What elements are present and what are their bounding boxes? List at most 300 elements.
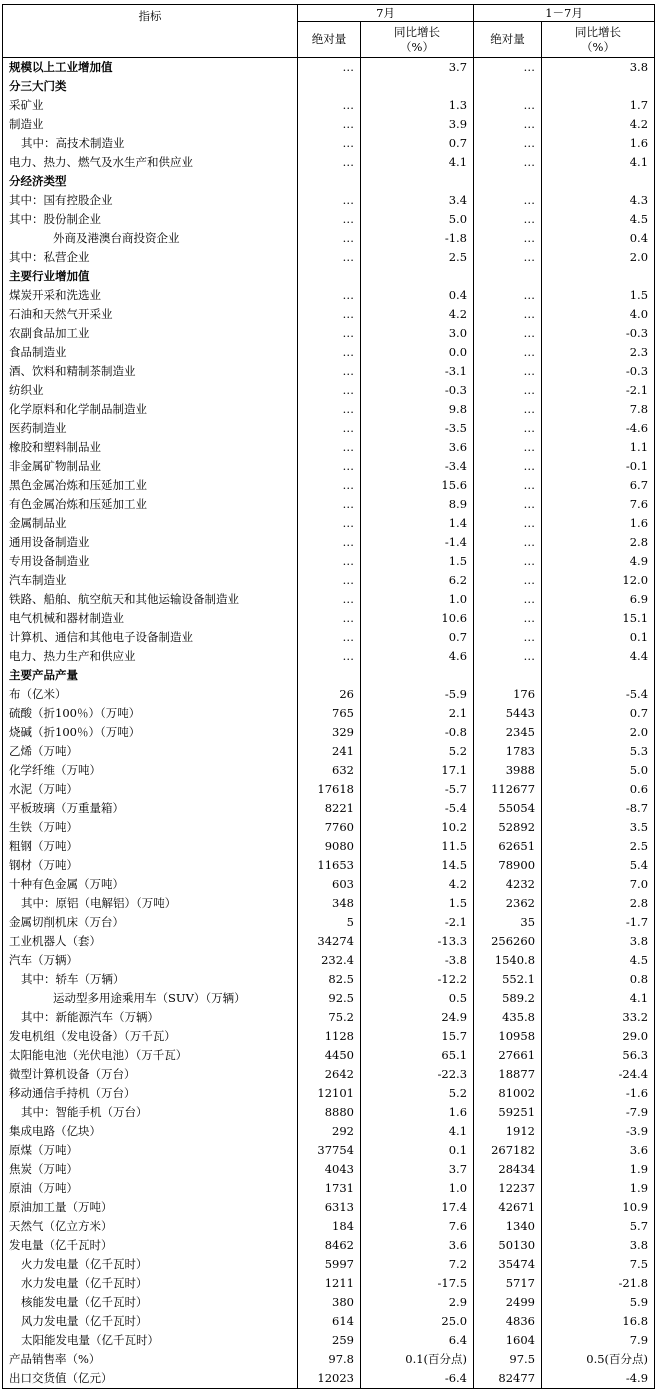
ytd-absolute: 552.1 — [474, 970, 542, 989]
month-growth: 3.6 — [361, 438, 474, 457]
month-growth: 1.0 — [361, 1179, 474, 1198]
month-absolute: … — [298, 286, 361, 305]
ytd-absolute: … — [474, 191, 542, 210]
row-label: 规模以上工业增加值 — [3, 58, 298, 78]
month-absolute: … — [298, 438, 361, 457]
ytd-absolute: … — [474, 419, 542, 438]
month-growth: 0.1 — [361, 1141, 474, 1160]
row-label: 移动通信手持机（万台） — [3, 1084, 298, 1103]
ytd-absolute: … — [474, 609, 542, 628]
ytd-growth — [542, 77, 655, 96]
row-label: 电力、热力生产和供应业 — [3, 647, 298, 666]
ytd-absolute: 3988 — [474, 761, 542, 780]
month-growth — [361, 77, 474, 96]
ytd-absolute: … — [474, 96, 542, 115]
table-row — [3, 894, 655, 913]
table-row — [3, 666, 655, 685]
row-label: 主要产品产量 — [3, 666, 298, 685]
row-label: 水泥（万吨） — [3, 780, 298, 799]
month-growth: -3.1 — [361, 362, 474, 381]
ytd-absolute: 112677 — [474, 780, 542, 799]
row-label: 原油（万吨） — [3, 1179, 298, 1198]
industrial-statistics-table — [2, 4, 655, 1389]
ytd-absolute: … — [474, 514, 542, 533]
month-growth: 10.6 — [361, 609, 474, 628]
ytd-absolute: 176 — [474, 685, 542, 704]
ytd-absolute: … — [474, 571, 542, 590]
ytd-growth: 5.7 — [542, 1217, 655, 1236]
row-label: 农副食品加工业 — [3, 324, 298, 343]
row-label: 其中：轿车（万辆） — [3, 970, 298, 989]
row-label: 橡胶和塑料制品业 — [3, 438, 298, 457]
row-label: 其中：高技术制造业 — [3, 134, 298, 153]
row-label: 有色金属冶炼和压延加工业 — [3, 495, 298, 514]
table-row — [3, 1027, 655, 1046]
month-growth: 3.7 — [361, 58, 474, 78]
ytd-absolute: … — [474, 590, 542, 609]
month-absolute: 97.8 — [298, 1350, 361, 1369]
month-growth: 4.2 — [361, 305, 474, 324]
month-growth: 3.4 — [361, 191, 474, 210]
table-row — [3, 856, 655, 875]
row-label: 制造业 — [3, 115, 298, 134]
month-absolute: … — [298, 134, 361, 153]
ytd-growth: 2.0 — [542, 723, 655, 742]
row-label: 电气机械和器材制造业 — [3, 609, 298, 628]
ytd-growth: 0.4 — [542, 229, 655, 248]
month-absolute — [298, 267, 361, 286]
ytd-absolute: … — [474, 134, 542, 153]
month-growth: -5.7 — [361, 780, 474, 799]
month-growth: 1.5 — [361, 552, 474, 571]
row-label: 化学原料和化学制品制造业 — [3, 400, 298, 419]
month-absolute: … — [298, 362, 361, 381]
row-label: 金属切削机床（万台） — [3, 913, 298, 932]
month-growth: -2.1 — [361, 913, 474, 932]
table-row — [3, 780, 655, 799]
ytd-absolute: 78900 — [474, 856, 542, 875]
ytd-growth: 5.9 — [542, 1293, 655, 1312]
month-growth: 1.0 — [361, 590, 474, 609]
table-body — [3, 58, 655, 1389]
ytd-absolute — [474, 172, 542, 191]
ytd-growth: 3.8 — [542, 932, 655, 951]
row-label: 金属制品业 — [3, 514, 298, 533]
row-label: 生铁（万吨） — [3, 818, 298, 837]
table-row — [3, 818, 655, 837]
month-growth: 17.1 — [361, 761, 474, 780]
ytd-absolute: 2345 — [474, 723, 542, 742]
ytd-growth: 3.8 — [542, 1236, 655, 1255]
month-absolute: 380 — [298, 1293, 361, 1312]
ytd-absolute: 52892 — [474, 818, 542, 837]
row-label: 非金属矿物制品业 — [3, 457, 298, 476]
month-absolute: 614 — [298, 1312, 361, 1331]
table-row — [3, 875, 655, 894]
table-row — [3, 96, 655, 115]
growth-label: 同比增长 — [394, 24, 440, 39]
month-growth: -3.5 — [361, 419, 474, 438]
month-growth: 17.4 — [361, 1198, 474, 1217]
ytd-absolute: 81002 — [474, 1084, 542, 1103]
ytd-absolute: 4232 — [474, 875, 542, 894]
ytd-absolute: 1340 — [474, 1217, 542, 1236]
row-label: 原煤（万吨） — [3, 1141, 298, 1160]
row-label: 天然气（亿立方米） — [3, 1217, 298, 1236]
ytd-growth: 1.9 — [542, 1179, 655, 1198]
month-absolute: … — [298, 609, 361, 628]
month-absolute: 4043 — [298, 1160, 361, 1179]
month-absolute: … — [298, 628, 361, 647]
table-row — [3, 286, 655, 305]
ytd-growth — [542, 267, 655, 286]
ytd-absolute: … — [474, 552, 542, 571]
ytd-growth: 2.0 — [542, 248, 655, 267]
table-row — [3, 1084, 655, 1103]
ytd-growth — [542, 172, 655, 191]
row-label: 出口交货值（亿元） — [3, 1369, 298, 1389]
ytd-absolute: 1912 — [474, 1122, 542, 1141]
row-label: 分经济类型 — [3, 172, 298, 191]
table-row — [3, 229, 655, 248]
month-absolute: … — [298, 58, 361, 78]
row-label: 平板玻璃（万重量箱） — [3, 799, 298, 818]
ytd-growth: 2.5 — [542, 837, 655, 856]
ytd-growth: -24.4 — [542, 1065, 655, 1084]
ytd-growth: -21.8 — [542, 1274, 655, 1293]
row-label: 乙烯（万吨） — [3, 742, 298, 761]
table-row — [3, 191, 655, 210]
month-growth: -12.2 — [361, 970, 474, 989]
row-label: 黑色金属冶炼和压延加工业 — [3, 476, 298, 495]
month-growth: 3.6 — [361, 1236, 474, 1255]
row-label: 电力、热力、燃气及水生产和供应业 — [3, 153, 298, 172]
month-absolute: 184 — [298, 1217, 361, 1236]
month-growth: 6.4 — [361, 1331, 474, 1350]
header-ytd: 1－7月 — [474, 5, 655, 22]
row-label: 其中：智能手机（万台） — [3, 1103, 298, 1122]
table-row — [3, 324, 655, 343]
month-absolute: … — [298, 552, 361, 571]
ytd-absolute: 4836 — [474, 1312, 542, 1331]
ytd-growth: -8.7 — [542, 799, 655, 818]
row-label: 医药制造业 — [3, 419, 298, 438]
row-label: 分三大门类 — [3, 77, 298, 96]
month-absolute: … — [298, 571, 361, 590]
ytd-absolute: 62651 — [474, 837, 542, 856]
ytd-absolute: 50130 — [474, 1236, 542, 1255]
header-indicator: 指标 — [3, 5, 298, 58]
row-label: 水力发电量（亿千瓦时） — [3, 1274, 298, 1293]
table-row — [3, 742, 655, 761]
month-absolute: … — [298, 533, 361, 552]
ytd-growth: 4.5 — [542, 210, 655, 229]
ytd-absolute: 2499 — [474, 1293, 542, 1312]
month-absolute: … — [298, 457, 361, 476]
row-label: 其中：股份制企业 — [3, 210, 298, 229]
month-growth: 24.9 — [361, 1008, 474, 1027]
row-label: 核能发电量（亿千瓦时） — [3, 1293, 298, 1312]
ytd-absolute: 18877 — [474, 1065, 542, 1084]
ytd-absolute: … — [474, 305, 542, 324]
month-absolute: 232.4 — [298, 951, 361, 970]
month-absolute: 37754 — [298, 1141, 361, 1160]
ytd-growth: 1.1 — [542, 438, 655, 457]
ytd-growth: 29.0 — [542, 1027, 655, 1046]
ytd-absolute: … — [474, 628, 542, 647]
row-label: 其中：新能源汽车（万辆） — [3, 1008, 298, 1027]
row-label: 其中：私营企业 — [3, 248, 298, 267]
row-label: 布（亿米） — [3, 685, 298, 704]
ytd-absolute: 82477 — [474, 1369, 542, 1389]
month-absolute: … — [298, 495, 361, 514]
month-absolute: 241 — [298, 742, 361, 761]
month-absolute: 765 — [298, 704, 361, 723]
table-row — [3, 647, 655, 666]
row-label: 产品销售率（%） — [3, 1350, 298, 1369]
month-growth: 2.1 — [361, 704, 474, 723]
table-row — [3, 1122, 655, 1141]
month-absolute: … — [298, 96, 361, 115]
month-absolute: … — [298, 248, 361, 267]
month-growth: -22.3 — [361, 1065, 474, 1084]
month-absolute: 1128 — [298, 1027, 361, 1046]
ytd-growth: 4.3 — [542, 191, 655, 210]
table-row — [3, 552, 655, 571]
month-growth: -17.5 — [361, 1274, 474, 1293]
table-row — [3, 1008, 655, 1027]
month-absolute: 8462 — [298, 1236, 361, 1255]
table-row — [3, 1103, 655, 1122]
ytd-growth: 0.6 — [542, 780, 655, 799]
ytd-growth: 7.9 — [542, 1331, 655, 1350]
month-growth: 1.3 — [361, 96, 474, 115]
row-label: 汽车制造业 — [3, 571, 298, 590]
ytd-growth: -7.9 — [542, 1103, 655, 1122]
month-absolute: … — [298, 115, 361, 134]
month-growth: 14.5 — [361, 856, 474, 875]
month-absolute: … — [298, 324, 361, 343]
month-growth: 4.1 — [361, 1122, 474, 1141]
row-label: 其中：原铝（电解铝）（万吨） — [3, 894, 298, 913]
ytd-growth: 1.9 — [542, 1160, 655, 1179]
ytd-absolute: … — [474, 248, 542, 267]
table-row — [3, 267, 655, 286]
ytd-growth: 7.8 — [542, 400, 655, 419]
month-growth: 11.5 — [361, 837, 474, 856]
ytd-absolute: … — [474, 115, 542, 134]
month-absolute: … — [298, 590, 361, 609]
month-growth: 0.5 — [361, 989, 474, 1008]
table-row — [3, 514, 655, 533]
row-label: 硫酸（折100％）（万吨） — [3, 704, 298, 723]
month-growth: -13.3 — [361, 932, 474, 951]
month-absolute: 2642 — [298, 1065, 361, 1084]
month-absolute — [298, 666, 361, 685]
ytd-absolute: 55054 — [474, 799, 542, 818]
ytd-absolute: … — [474, 381, 542, 400]
table-row — [3, 77, 655, 96]
month-absolute: 8221 — [298, 799, 361, 818]
row-label: 工业机器人（套） — [3, 932, 298, 951]
ytd-growth: -4.9 — [542, 1369, 655, 1389]
ytd-growth: -1.7 — [542, 913, 655, 932]
month-absolute: 75.2 — [298, 1008, 361, 1027]
ytd-absolute: 5717 — [474, 1274, 542, 1293]
month-growth: 0.1(百分点) — [361, 1350, 474, 1369]
ytd-growth — [542, 666, 655, 685]
ytd-growth: 15.1 — [542, 609, 655, 628]
table-row — [3, 1274, 655, 1293]
ytd-growth: 3.8 — [542, 58, 655, 78]
row-label: 发电量（亿千瓦时） — [3, 1236, 298, 1255]
month-absolute: … — [298, 229, 361, 248]
row-label: 十种有色金属（万吨） — [3, 875, 298, 894]
month-absolute: 7760 — [298, 818, 361, 837]
ytd-absolute: … — [474, 58, 542, 78]
ytd-absolute: … — [474, 438, 542, 457]
month-absolute — [298, 172, 361, 191]
table-row — [3, 115, 655, 134]
month-growth: 2.9 — [361, 1293, 474, 1312]
month-growth — [361, 172, 474, 191]
header-month: 7月 — [298, 5, 474, 22]
row-label: 原油加工量（万吨） — [3, 1198, 298, 1217]
month-absolute: 259 — [298, 1331, 361, 1350]
ytd-growth: 4.2 — [542, 115, 655, 134]
ytd-growth: 33.2 — [542, 1008, 655, 1027]
ytd-growth: -0.3 — [542, 362, 655, 381]
month-absolute: 12023 — [298, 1369, 361, 1389]
ytd-growth: 0.5(百分点) — [542, 1350, 655, 1369]
month-growth: -1.4 — [361, 533, 474, 552]
month-growth: 3.7 — [361, 1160, 474, 1179]
month-absolute: 12101 — [298, 1084, 361, 1103]
table-row — [3, 1046, 655, 1065]
month-growth: 4.6 — [361, 647, 474, 666]
month-growth: 1.4 — [361, 514, 474, 533]
ytd-growth: 4.9 — [542, 552, 655, 571]
ytd-absolute: 1783 — [474, 742, 542, 761]
table-row — [3, 1065, 655, 1084]
ytd-growth: 1.6 — [542, 514, 655, 533]
table-row — [3, 970, 655, 989]
month-growth: 0.7 — [361, 134, 474, 153]
month-absolute: … — [298, 210, 361, 229]
table-row — [3, 571, 655, 590]
month-absolute: 82.5 — [298, 970, 361, 989]
table-row — [3, 495, 655, 514]
ytd-growth: 2.8 — [542, 533, 655, 552]
month-growth: -3.4 — [361, 457, 474, 476]
row-label: 主要行业增加值 — [3, 267, 298, 286]
month-growth: -5.9 — [361, 685, 474, 704]
month-absolute — [298, 77, 361, 96]
ytd-absolute: … — [474, 153, 542, 172]
table-row — [3, 248, 655, 267]
row-label: 纺织业 — [3, 381, 298, 400]
ytd-growth: 12.0 — [542, 571, 655, 590]
month-absolute: 26 — [298, 685, 361, 704]
month-growth: 0.0 — [361, 343, 474, 362]
ytd-absolute: … — [474, 286, 542, 305]
ytd-absolute — [474, 77, 542, 96]
table-row — [3, 1255, 655, 1274]
table-row — [3, 210, 655, 229]
table-row — [3, 951, 655, 970]
table-row — [3, 590, 655, 609]
ytd-absolute: 1604 — [474, 1331, 542, 1350]
ytd-growth: 1.7 — [542, 96, 655, 115]
row-label: 微型计算机设备（万台） — [3, 1065, 298, 1084]
month-growth: 3.9 — [361, 115, 474, 134]
table-row — [3, 1293, 655, 1312]
ytd-growth: 6.9 — [542, 590, 655, 609]
table-row — [3, 1236, 655, 1255]
table-row — [3, 1331, 655, 1350]
table-row — [3, 685, 655, 704]
header-month-absolute: 绝对量 — [298, 22, 361, 58]
month-growth: -3.8 — [361, 951, 474, 970]
ytd-absolute: … — [474, 476, 542, 495]
month-absolute: 17618 — [298, 780, 361, 799]
row-label: 太阳能发电量（亿千瓦时） — [3, 1331, 298, 1350]
ytd-growth: 6.7 — [542, 476, 655, 495]
month-growth: 7.2 — [361, 1255, 474, 1274]
month-growth: 1.6 — [361, 1103, 474, 1122]
ytd-absolute — [474, 666, 542, 685]
row-label: 太阳能电池（光伏电池）（万千瓦） — [3, 1046, 298, 1065]
table-row — [3, 58, 655, 78]
month-growth: 9.8 — [361, 400, 474, 419]
month-absolute: 6313 — [298, 1198, 361, 1217]
month-growth — [361, 666, 474, 685]
ytd-absolute: 27661 — [474, 1046, 542, 1065]
table-row — [3, 1141, 655, 1160]
table-row — [3, 704, 655, 723]
row-label: 风力发电量（亿千瓦时） — [3, 1312, 298, 1331]
table-row — [3, 1217, 655, 1236]
month-growth: 0.7 — [361, 628, 474, 647]
month-growth: 7.6 — [361, 1217, 474, 1236]
month-absolute: 1211 — [298, 1274, 361, 1293]
month-absolute: 5 — [298, 913, 361, 932]
ytd-growth: 1.6 — [542, 134, 655, 153]
ytd-growth: -3.9 — [542, 1122, 655, 1141]
ytd-growth: 2.8 — [542, 894, 655, 913]
month-absolute: 11653 — [298, 856, 361, 875]
month-growth — [361, 267, 474, 286]
ytd-absolute: 10958 — [474, 1027, 542, 1046]
table-row — [3, 989, 655, 1008]
ytd-growth: -0.1 — [542, 457, 655, 476]
ytd-absolute: … — [474, 229, 542, 248]
month-growth: 15.7 — [361, 1027, 474, 1046]
header-month-growth — [361, 22, 474, 58]
row-label: 铁路、船舶、航空航天和其他运输设备制造业 — [3, 590, 298, 609]
ytd-absolute: 589.2 — [474, 989, 542, 1008]
month-growth: -0.3 — [361, 381, 474, 400]
table-row — [3, 134, 655, 153]
ytd-growth: -2.1 — [542, 381, 655, 400]
ytd-growth: 2.3 — [542, 343, 655, 362]
month-growth: -6.4 — [361, 1369, 474, 1389]
ytd-absolute: … — [474, 647, 542, 666]
ytd-growth: 16.8 — [542, 1312, 655, 1331]
row-label: 发电机组（发电设备）（万千瓦） — [3, 1027, 298, 1046]
month-growth: 5.2 — [361, 1084, 474, 1103]
ytd-growth: 4.1 — [542, 153, 655, 172]
